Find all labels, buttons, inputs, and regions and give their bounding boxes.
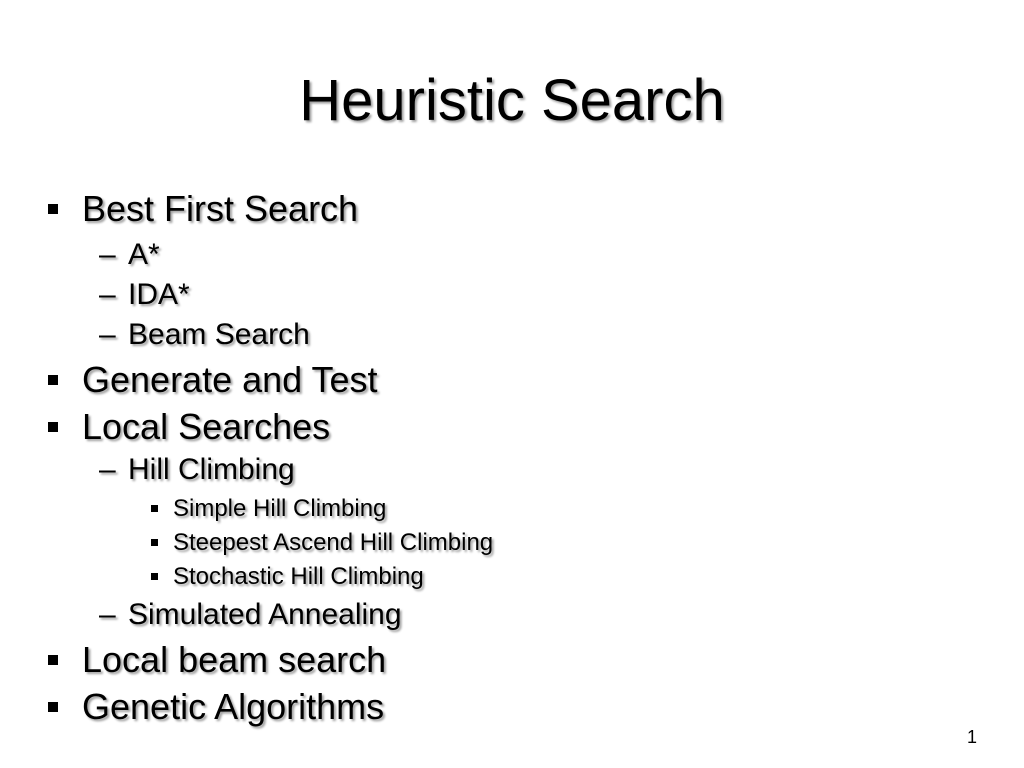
dash-bullet-icon: – (99, 278, 116, 311)
square-bullet-icon (48, 375, 58, 385)
slide-title: Heuristic Search (299, 68, 725, 133)
square-bullet-icon (48, 702, 58, 712)
bullet-text: Local beam search (82, 639, 387, 680)
sub-bullet-text: IDA* (128, 278, 190, 311)
small-square-bullet-icon (151, 539, 158, 546)
square-bullet-icon (48, 422, 58, 432)
sub-bullet-text: Hill Climbing (128, 453, 295, 486)
sub-sub-bullet-text: Steepest Ascend Hill Climbing (173, 529, 494, 556)
bullet-text: Local Searches (82, 406, 331, 447)
square-bullet-icon (48, 204, 58, 214)
bullet-text: Genetic Algorithms (82, 686, 385, 727)
dash-bullet-icon: – (99, 598, 116, 631)
dash-bullet-icon: – (99, 318, 116, 351)
small-square-bullet-icon (151, 573, 158, 580)
sub-bullet-text: Beam Search (128, 318, 310, 351)
small-square-bullet-icon (151, 505, 158, 512)
page-number: 1 (966, 727, 977, 747)
bullet-text: Best First Search (82, 188, 359, 229)
dash-bullet-icon: – (99, 238, 116, 271)
sub-sub-bullet-text: Stochastic Hill Climbing (173, 563, 424, 590)
dash-bullet-icon: – (99, 453, 116, 486)
sub-bullet-text: Simulated Annealing (128, 598, 402, 631)
sub-bullet-text: A* (128, 238, 160, 271)
bullet-text: Generate and Test (82, 359, 378, 400)
sub-sub-bullet-text: Simple Hill Climbing (173, 495, 387, 522)
square-bullet-icon (48, 655, 58, 665)
